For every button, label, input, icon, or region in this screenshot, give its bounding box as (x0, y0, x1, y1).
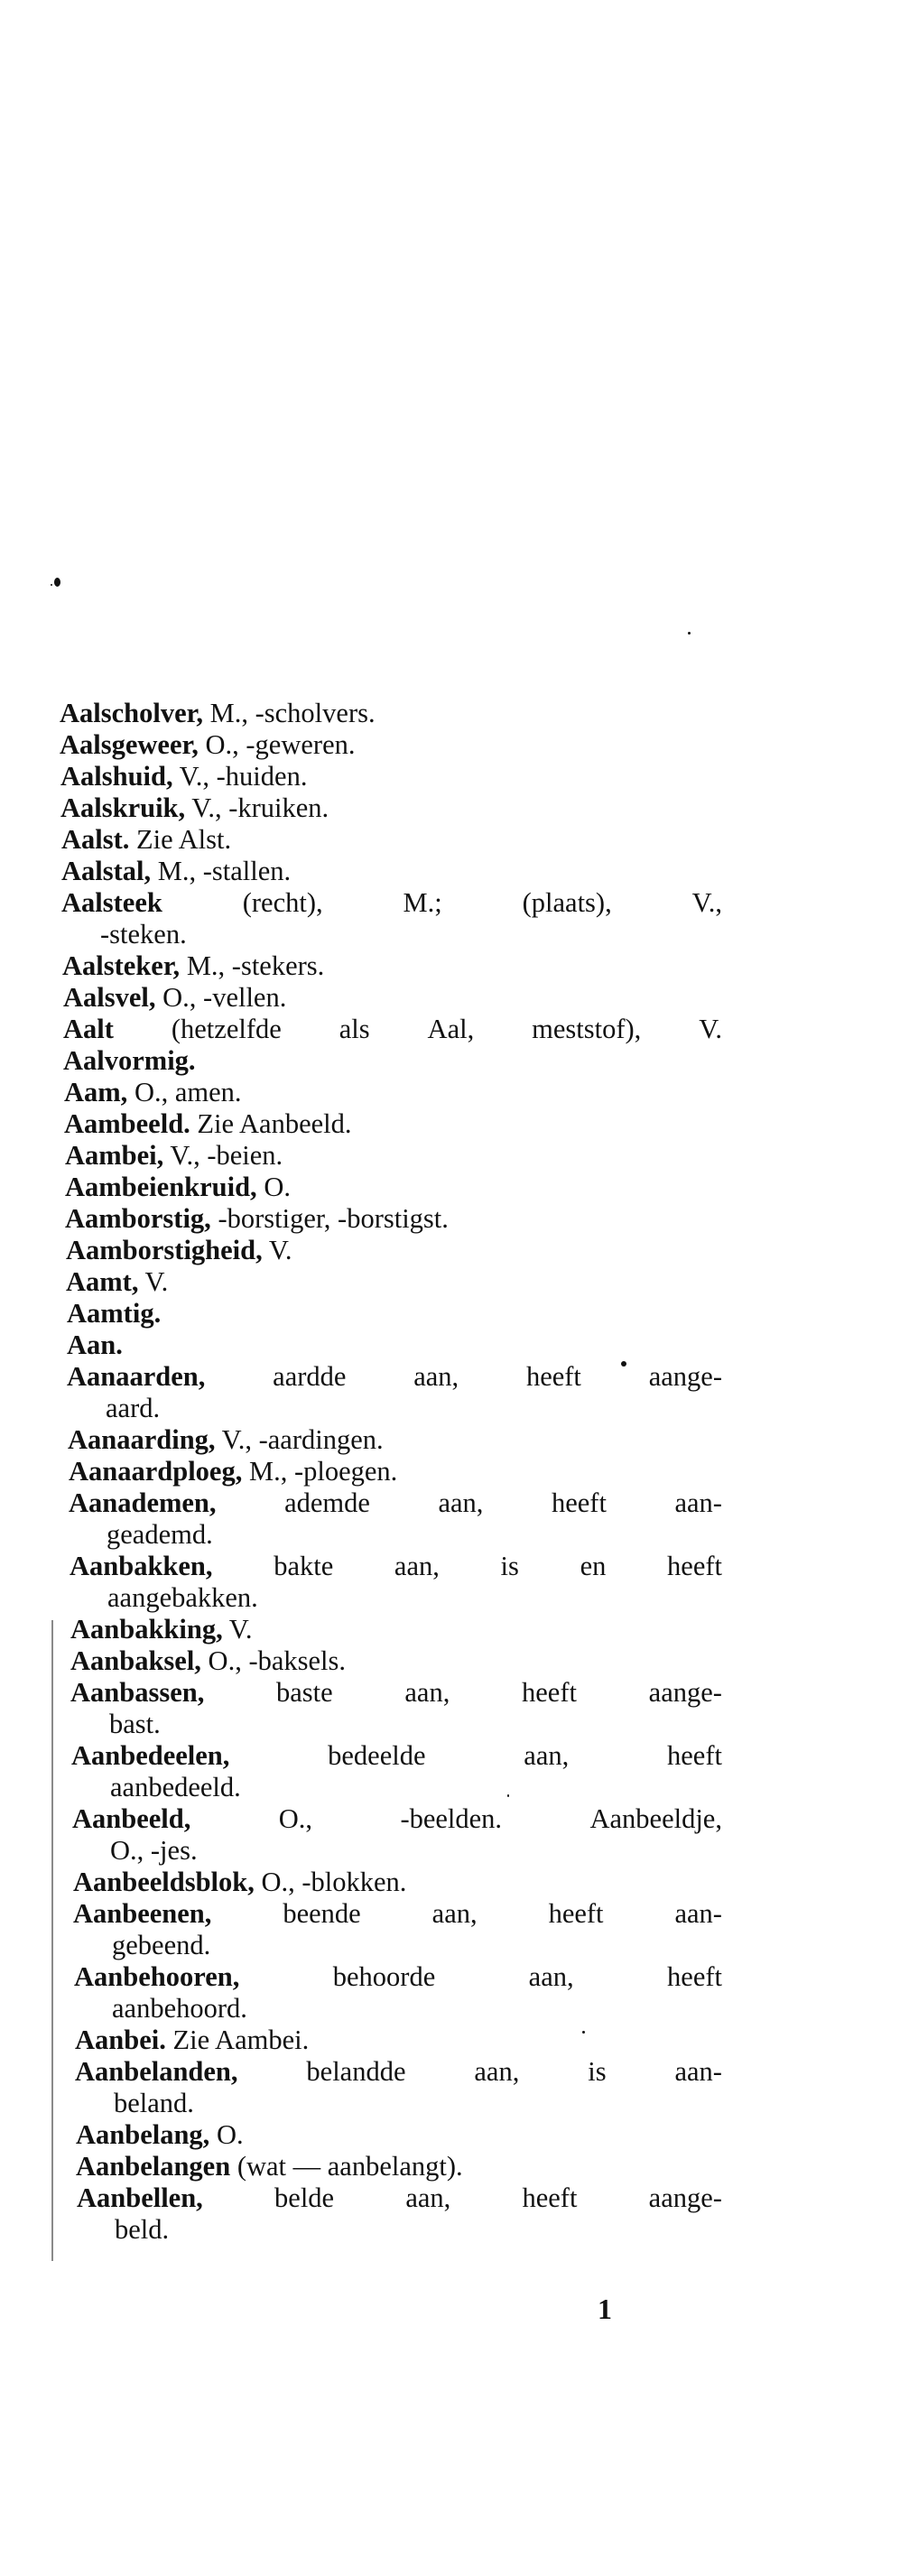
definition-word: aan- (674, 2056, 722, 2087)
entry-continuation (112, 1993, 247, 2025)
dictionary-entry (67, 1361, 722, 1393)
definition-word: aan, (438, 1487, 484, 1518)
entry-continuation (110, 1835, 198, 1867)
definition-word: (recht), (242, 887, 323, 918)
dictionary-entry (62, 950, 324, 982)
dictionary-entry (75, 2025, 309, 2056)
definition-word: bedeelde (328, 1740, 426, 1771)
definition-text: O. (209, 2119, 244, 2150)
definition-word: Aal, (427, 1014, 475, 1044)
dictionary-entry (61, 887, 722, 919)
headword: Aamborstigheid, (66, 1235, 263, 1265)
headword: Aanbakking, (70, 1614, 223, 1645)
definition-word: belandde (306, 2056, 406, 2087)
headword: Aalvormig. (63, 1045, 196, 1076)
definition-text: M., -stallen. (151, 856, 292, 886)
headword: Aalsgeweer, (60, 729, 199, 760)
dictionary-entry (61, 824, 231, 856)
definition-word: aan, (404, 1677, 450, 1708)
definition-text: bast. (109, 1709, 161, 1739)
headword: Aalshuid, (60, 761, 173, 792)
definition-word: aan, (524, 1740, 570, 1771)
headword: Aanbedeelen, (71, 1740, 230, 1771)
entry-continuation (110, 1772, 241, 1803)
definition-word: heeft (667, 1740, 722, 1771)
headword: Aambeienkruid, (65, 1172, 257, 1202)
dictionary-entry (70, 1551, 722, 1582)
dictionary-entry (60, 698, 376, 729)
definition-word: als (339, 1014, 370, 1044)
dictionary-entry (73, 1867, 406, 1898)
definition-text: O., -blokken. (254, 1867, 407, 1897)
definition-word: (hetzelfde (171, 1014, 282, 1044)
definition-text: -steken. (100, 919, 187, 950)
headword: Aanbelang, (76, 2119, 210, 2150)
definition-word: behoorde (332, 1961, 436, 1992)
definition-text: aard. (106, 1393, 161, 1423)
entry-continuation (100, 919, 187, 950)
definition-word: Aanbeeldje, (589, 1803, 722, 1834)
definition-word: belde (274, 2182, 335, 2213)
definition-text: O. (256, 1172, 291, 1202)
dictionary-entry (60, 729, 355, 761)
headword: Aanaarding, (68, 1424, 216, 1455)
definition-word: O., (278, 1803, 313, 1834)
headword: Aambei, (65, 1140, 164, 1171)
definition-word: aan, (431, 1898, 478, 1929)
headword: Aanbellen, (77, 2182, 203, 2213)
definition-text: V. (138, 1266, 169, 1297)
headword: Aamborstig, (65, 1203, 211, 1234)
dictionary-entry (72, 1803, 722, 1835)
dictionary-entry (69, 1487, 722, 1519)
definition-word: bakte (274, 1551, 334, 1581)
headword: Aalsteek (61, 887, 162, 918)
dictionary-entry (66, 1235, 292, 1266)
definition-word: aan, (413, 1361, 459, 1392)
definition-text: beld. (115, 2214, 170, 2245)
dictionary-entry (73, 1898, 722, 1930)
definition-word: (plaats), (522, 887, 612, 918)
definition-word: M.; (403, 887, 442, 918)
definition-word: aan, (474, 2056, 520, 2087)
definition-text: -borstiger, -borstigst. (210, 1203, 449, 1234)
headword: Aanbaksel, (70, 1645, 201, 1676)
headword: Aamt, (66, 1266, 139, 1297)
dictionary-entry (64, 1077, 242, 1108)
definition-text: Zie Aanbeeld. (190, 1108, 352, 1139)
headword: Aalsvel, (63, 982, 156, 1013)
definition-text: aanbehoord. (112, 1993, 247, 2024)
dictionary-entry (69, 1456, 397, 1487)
dictionary-entry (67, 1330, 123, 1361)
entry-continuation (107, 1582, 258, 1614)
dictionary-entry (70, 1677, 722, 1709)
definition-text: M., -stekers. (180, 950, 325, 981)
definition-word: aardde (273, 1361, 347, 1392)
definition-word: baste (276, 1677, 333, 1708)
headword: Aanbelangen (76, 2151, 231, 2182)
headword: Aamtig. (67, 1298, 162, 1329)
definition-word: ademde (284, 1487, 370, 1518)
dictionary-entry (63, 1045, 196, 1077)
headword: Aalst. (61, 824, 130, 855)
definition-word: aan, (394, 1551, 440, 1581)
dictionary-entry (75, 2056, 722, 2088)
dictionary-entry (65, 1203, 449, 1235)
definition-text: V., -beien. (163, 1140, 283, 1171)
definition-word: heeft (522, 1677, 577, 1708)
definition-text: V., -huiden. (172, 761, 308, 792)
headword: Aan. (67, 1330, 123, 1360)
margin-rule (51, 1620, 53, 2261)
definition-text: M., -scholvers. (203, 698, 376, 728)
definition-word: aan, (405, 2182, 451, 2213)
definition-word: beende (283, 1898, 361, 1929)
definition-word: aan- (674, 1487, 722, 1518)
headword: Aanbeenen, (73, 1898, 212, 1929)
entry-continuation (112, 1930, 210, 1961)
definition-text: (wat — aanbelangt). (230, 2151, 463, 2182)
headword: Aanbeeldsblok, (73, 1867, 255, 1897)
headword: Aam, (64, 1077, 128, 1107)
definition-word: is (500, 1551, 519, 1581)
dictionary-entry (76, 2151, 463, 2182)
definition-word: heeft (548, 1898, 604, 1929)
entry-continuation (114, 2088, 194, 2119)
dictionary-entry (70, 1645, 346, 1677)
headword: Aalt (63, 1014, 114, 1044)
definition-word: heeft (667, 1961, 722, 1992)
headword: Aanbehooren, (74, 1961, 240, 1992)
definition-word: heeft (522, 2182, 578, 2213)
definition-word: aange- (648, 1677, 722, 1708)
entry-continuation (109, 1709, 161, 1740)
headword: Aanbeeld, (72, 1803, 191, 1834)
definition-text: V. (222, 1614, 253, 1645)
entry-continuation (107, 1519, 213, 1551)
definition-word: aan, (528, 1961, 574, 1992)
definition-word: en (580, 1551, 607, 1581)
dictionary-entry (65, 1172, 291, 1203)
headword: Aalscholver, (60, 698, 203, 728)
definition-word: meststof), (532, 1014, 642, 1044)
definition-word: heeft (525, 1361, 581, 1392)
definition-text: geademd. (107, 1519, 213, 1550)
definition-word: aan- (674, 1898, 722, 1929)
headword: Aanbei. (75, 2025, 166, 2055)
definition-text: beland. (114, 2088, 194, 2118)
definition-word: aange- (648, 2182, 722, 2213)
headword: Aanbakken, (70, 1551, 213, 1581)
definition-word: heeft (667, 1551, 722, 1581)
dictionary-entry (77, 2182, 722, 2214)
page-number: 1 (598, 2293, 612, 2325)
dictionary-entry (70, 1614, 253, 1645)
definition-text: O., -vellen. (155, 982, 287, 1013)
dictionary-entry (64, 1108, 352, 1140)
definition-text: V. (262, 1235, 292, 1265)
definition-text: O., -geweren. (198, 729, 356, 760)
headword: Aalsteker, (62, 950, 181, 981)
definition-word: V., (691, 887, 722, 918)
definition-text: M., -ploegen. (242, 1456, 398, 1487)
dictionary-entry (65, 1140, 283, 1172)
definition-text: Zie Aambei. (165, 2025, 310, 2055)
definition-text: O., amen. (127, 1077, 242, 1107)
definition-text: O., -jes. (110, 1835, 198, 1866)
definition-word: is (588, 2056, 607, 2087)
headword: Aanaardploeg, (69, 1456, 243, 1487)
entry-continuation (106, 1393, 160, 1424)
headword: Aalskruik, (60, 792, 186, 823)
dictionary-entry (66, 1266, 168, 1298)
definition-word: -beelden. (400, 1803, 503, 1834)
dictionary-entry (68, 1424, 384, 1456)
entry-continuation (115, 2214, 169, 2246)
headword: Aanademen, (69, 1487, 217, 1518)
definition-text: aanbedeeld. (110, 1772, 241, 1802)
headword: Aanbelanden, (75, 2056, 238, 2087)
dictionary-entry (76, 2119, 244, 2151)
headword: Aalstal, (61, 856, 152, 886)
definition-word: heeft (551, 1487, 607, 1518)
headword: Aambeeld. (64, 1108, 190, 1139)
definition-text: V., -kruiken. (185, 792, 329, 823)
headword: Aanaarden, (67, 1361, 206, 1392)
dictionary-entry (74, 1961, 722, 1993)
definition-text: Zie Alst. (129, 824, 232, 855)
definition-word: V. (699, 1014, 722, 1044)
definition-text: gebeend. (112, 1930, 211, 1960)
dictionary-entry (71, 1740, 722, 1772)
definition-text: aangebakken. (107, 1582, 258, 1613)
dictionary-entry (60, 792, 329, 824)
dictionary-entry (61, 856, 291, 887)
headword: Aanbassen, (70, 1677, 205, 1708)
dictionary-entry (67, 1298, 161, 1330)
definition-text: V., -aardingen. (215, 1424, 384, 1455)
definition-word: aange- (648, 1361, 722, 1392)
dictionary-entry (63, 982, 286, 1014)
dictionary-entry (63, 1014, 722, 1045)
dictionary-entry (60, 761, 307, 792)
definition-text: O., -baksels. (200, 1645, 347, 1676)
